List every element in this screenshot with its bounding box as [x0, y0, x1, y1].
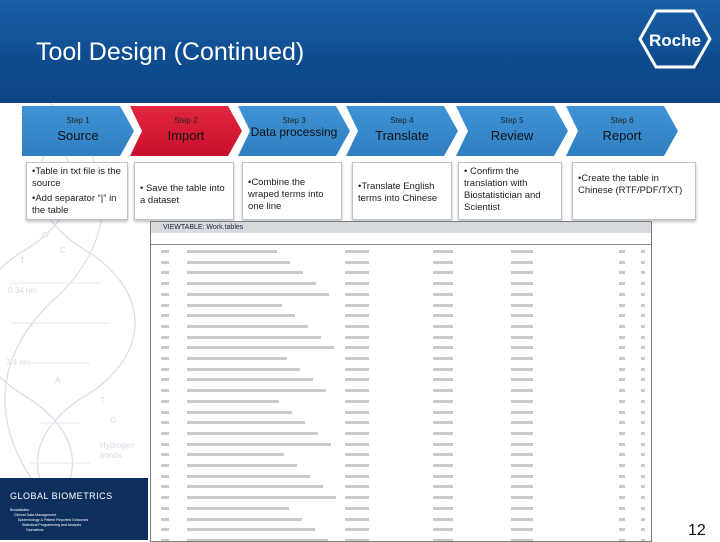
table-cell: [641, 400, 645, 403]
table-cell: [161, 496, 169, 499]
table-cell: [161, 357, 169, 360]
table-cell: [511, 528, 533, 531]
biometrics-line: Clinical Data Management: [14, 513, 57, 517]
step-name: Translate: [375, 128, 429, 143]
table-cell: [433, 336, 453, 339]
table-cell: [511, 271, 533, 274]
table-cell: [161, 539, 169, 542]
table-cell: [433, 432, 453, 435]
svg-text:T: T: [100, 396, 105, 405]
description-item: •Table in txt file is the source: [32, 166, 121, 189]
svg-text:T: T: [20, 256, 25, 265]
table-cell: [641, 346, 645, 349]
table-cell: [161, 293, 169, 296]
table-cell: [619, 346, 625, 349]
table-cell: [511, 475, 533, 478]
table-cell: [187, 325, 308, 328]
table-cell: [161, 421, 169, 424]
table-cell: [641, 304, 645, 307]
table-row: [151, 374, 651, 385]
table-cell: [345, 432, 369, 435]
table-cell: [345, 411, 369, 414]
table-cell: [641, 528, 645, 531]
table-row: [151, 278, 651, 289]
table-row: [151, 428, 651, 439]
table-cell: [187, 314, 295, 317]
table-cell: [619, 528, 625, 531]
table-cell: [161, 518, 169, 521]
svg-text:bonds: bonds: [100, 451, 122, 460]
table-row: [151, 535, 651, 542]
step-name: Review: [490, 128, 534, 143]
description-item: •Add separator “|” in the table: [32, 193, 117, 216]
table-cell: [345, 282, 369, 285]
table-cell: [619, 271, 625, 274]
step-name: Report: [602, 128, 642, 143]
table-cell: [187, 368, 300, 371]
table-cell: [641, 421, 645, 424]
table-cell: [433, 528, 453, 531]
table-cell: [433, 507, 453, 510]
table-cell: [161, 368, 169, 371]
table-cell: [619, 400, 625, 403]
svg-text:0.34 nm: 0.34 nm: [8, 286, 37, 295]
table-cell: [161, 400, 169, 403]
table-cell: [619, 443, 625, 446]
table-cell: [619, 453, 625, 456]
table-cell: [619, 539, 625, 542]
table-cell: [511, 389, 533, 392]
table-cell: [433, 464, 453, 467]
table-cell: [511, 432, 533, 435]
table-cell: [161, 271, 169, 274]
table-cell: [619, 368, 625, 371]
table-cell: [619, 518, 625, 521]
table-cell: [641, 261, 645, 264]
table-cell: [619, 411, 625, 414]
table-cell: [641, 485, 645, 488]
table-cell: [345, 496, 369, 499]
table-cell: [619, 357, 625, 360]
table-row: [151, 289, 651, 300]
roche-logo-text: Roche: [649, 31, 701, 50]
table-cell: [641, 496, 645, 499]
table-row: [151, 407, 651, 418]
svg-text:G: G: [42, 231, 49, 240]
table-cell: [511, 325, 533, 328]
table-cell: [161, 411, 169, 414]
table-cell: [187, 346, 334, 349]
table-cell: [511, 443, 533, 446]
table-cell: [161, 475, 169, 478]
table-cell: [187, 507, 289, 510]
table-cell: [641, 368, 645, 371]
table-cell: [187, 421, 305, 424]
table-cell: [161, 304, 169, 307]
table-cell: [345, 421, 369, 424]
svg-text:Hydrogen: Hydrogen: [100, 441, 135, 450]
table-cell: [345, 378, 369, 381]
biometrics-line: Biostatistics: [10, 508, 29, 512]
table-cell: [345, 346, 369, 349]
table-cell: [161, 346, 169, 349]
table-cell: [619, 250, 625, 253]
table-cell: [641, 443, 645, 446]
table-cell: [641, 314, 645, 317]
table-cell: [345, 261, 369, 264]
table-cell: [433, 518, 453, 521]
table-cell: [161, 378, 169, 381]
table-row: [151, 481, 651, 492]
table-cell: [187, 400, 279, 403]
table-cell: [641, 518, 645, 521]
table-cell: [345, 507, 369, 510]
table-cell: [187, 485, 323, 488]
table-row: [151, 417, 651, 428]
table-cell: [511, 250, 533, 253]
table-cell: [511, 539, 533, 542]
table-cell: [619, 282, 625, 285]
table-cell: [161, 507, 169, 510]
table-cell: [187, 389, 326, 392]
table-cell: [619, 421, 625, 424]
table-cell: [187, 539, 328, 542]
step-name: Import: [167, 128, 205, 143]
table-cell: [641, 411, 645, 414]
table-cell: [433, 411, 453, 414]
table-cell: [345, 304, 369, 307]
slide-title: Tool Design (Continued): [36, 38, 305, 66]
table-cell: [187, 282, 316, 285]
table-cell: [641, 293, 645, 296]
viewtable-window: [150, 221, 652, 542]
table-cell: [345, 475, 369, 478]
table-row: [151, 471, 651, 482]
table-cell: [345, 336, 369, 339]
table-cell: [433, 443, 453, 446]
table-cell: [511, 314, 533, 317]
table-cell: [641, 475, 645, 478]
step-chevron-6: [566, 106, 678, 156]
viewtable-title: VIEWTABLE: Work.tables: [151, 222, 651, 233]
table-cell: [433, 325, 453, 328]
table-cell: [433, 304, 453, 307]
table-cell: [161, 464, 169, 467]
table-row: [151, 342, 651, 353]
table-row: [151, 353, 651, 364]
table-row: [151, 503, 651, 514]
table-cell: [187, 261, 290, 264]
table-cell: [511, 400, 533, 403]
table-cell: [345, 314, 369, 317]
description-item: •Combine the wraped terms into one line: [248, 177, 324, 212]
table-cell: [433, 453, 453, 456]
table-cell: [161, 282, 169, 285]
table-cell: [511, 378, 533, 381]
biometrics-line: Epidemiology & Patient Reported Outcomes: [18, 518, 89, 522]
table-cell: [433, 293, 453, 296]
table-cell: [433, 389, 453, 392]
table-row: [151, 246, 651, 257]
table-row: [151, 460, 651, 471]
table-cell: [641, 453, 645, 456]
table-cell: [511, 293, 533, 296]
table-cell: [187, 432, 318, 435]
step-number: Step 2: [174, 116, 198, 125]
table-cell: [187, 271, 303, 274]
table-cell: [511, 485, 533, 488]
table-cell: [511, 518, 533, 521]
step4-description: [352, 162, 452, 220]
table-row: [151, 321, 651, 332]
table-cell: [511, 507, 533, 510]
table-cell: [345, 453, 369, 456]
table-cell: [433, 400, 453, 403]
table-cell: [619, 304, 625, 307]
table-cell: [433, 346, 453, 349]
table-cell: [187, 411, 292, 414]
step-chevron-4: [346, 106, 458, 156]
table-row: [151, 310, 651, 321]
step-number: Step 4: [390, 116, 414, 125]
table-cell: [161, 453, 169, 456]
table-row: [151, 492, 651, 503]
table-cell: [433, 539, 453, 542]
table-row: [151, 449, 651, 460]
table-row: [151, 332, 651, 343]
table-cell: [433, 421, 453, 424]
table-cell: [433, 250, 453, 253]
table-cell: [619, 293, 625, 296]
table-cell: [433, 282, 453, 285]
table-cell: [511, 496, 533, 499]
table-cell: [187, 443, 331, 446]
step-chevron-2: [130, 106, 242, 156]
table-row: [151, 267, 651, 278]
table-cell: [345, 357, 369, 360]
step1-description: [26, 162, 128, 220]
table-cell: [619, 464, 625, 467]
table-cell: [433, 475, 453, 478]
step2-description: [134, 162, 234, 220]
table-row: [151, 364, 651, 375]
table-cell: [161, 261, 169, 264]
step-chevron-1: [22, 106, 134, 156]
step-name: Data processing: [250, 125, 338, 139]
table-cell: [345, 325, 369, 328]
table-cell: [187, 336, 321, 339]
table-cell: [641, 378, 645, 381]
roche-logo: [638, 8, 712, 70]
table-cell: [511, 336, 533, 339]
table-row: [151, 300, 651, 311]
svg-text:C: C: [60, 246, 66, 255]
table-cell: [187, 464, 297, 467]
table-cell: [619, 378, 625, 381]
table-cell: [161, 389, 169, 392]
table-cell: [161, 325, 169, 328]
svg-text:3.4 nm: 3.4 nm: [6, 358, 31, 367]
svg-text:A: A: [55, 376, 61, 385]
table-cell: [641, 432, 645, 435]
table-cell: [433, 271, 453, 274]
table-row: [151, 385, 651, 396]
table-cell: [161, 443, 169, 446]
table-cell: [433, 357, 453, 360]
table-cell: [619, 496, 625, 499]
table-cell: [187, 528, 315, 531]
table-cell: [345, 539, 369, 542]
table-cell: [187, 304, 282, 307]
description-item: •Translate English terms into Chinese: [358, 181, 438, 204]
table-cell: [433, 368, 453, 371]
table-cell: [641, 336, 645, 339]
table-cell: [433, 485, 453, 488]
table-cell: [161, 432, 169, 435]
step-chevron-3: [238, 106, 350, 156]
table-cell: [511, 421, 533, 424]
table-cell: [619, 336, 625, 339]
table-cell: [345, 528, 369, 531]
table-header-row: [151, 234, 651, 245]
global-biometrics-box: [0, 478, 148, 540]
table-cell: [511, 261, 533, 264]
table-row: [151, 524, 651, 535]
table-cell: [511, 453, 533, 456]
table-cell: [433, 496, 453, 499]
table-cell: [641, 507, 645, 510]
step6-description: [572, 162, 696, 220]
table-cell: [511, 282, 533, 285]
table-cell: [619, 475, 625, 478]
table-cell: [187, 496, 336, 499]
table-row: [151, 439, 651, 450]
table-cell: [641, 282, 645, 285]
table-cell: [433, 378, 453, 381]
step5-description: [458, 162, 562, 220]
table-cell: [187, 357, 287, 360]
table-cell: [511, 464, 533, 467]
table-cell: [161, 250, 169, 253]
table-cell: [345, 250, 369, 253]
table-cell: [511, 368, 533, 371]
table-cell: [345, 368, 369, 371]
biometrics-line: Operations: [26, 528, 44, 532]
biometrics-title: GLOBAL BIOMETRICS: [10, 491, 113, 501]
step-chevron-5: [456, 106, 568, 156]
table-cell: [187, 518, 302, 521]
table-cell: [433, 314, 453, 317]
table-cell: [511, 304, 533, 307]
step-name: Source: [57, 128, 99, 143]
table-cell: [433, 261, 453, 264]
table-cell: [641, 271, 645, 274]
table-row: [151, 514, 651, 525]
table-cell: [619, 507, 625, 510]
step-number: Step 3: [282, 116, 306, 125]
table-cell: [641, 389, 645, 392]
table-cell: [345, 518, 369, 521]
page-number: 12: [688, 522, 706, 539]
biometrics-line: Statistical Programming and Analysis: [22, 523, 82, 527]
table-cell: [187, 453, 284, 456]
table-cell: [161, 528, 169, 531]
table-cell: [511, 346, 533, 349]
table-row: [151, 257, 651, 268]
table-cell: [161, 336, 169, 339]
table-cell: [619, 261, 625, 264]
table-cell: [345, 400, 369, 403]
table-cell: [187, 293, 329, 296]
table-cell: [187, 378, 313, 381]
table-cell: [345, 293, 369, 296]
table-cell: [345, 271, 369, 274]
table-cell: [619, 432, 625, 435]
description-item: •Create the table in Chinese (RTF/PDF/TXT): [578, 173, 683, 196]
step-number: Step 1: [66, 116, 90, 125]
step-number: Step 5: [500, 116, 524, 125]
table-cell: [619, 485, 625, 488]
table-cell: [511, 357, 533, 360]
table-cell: [345, 443, 369, 446]
table-cell: [619, 325, 625, 328]
table-cell: [345, 389, 369, 392]
table-cell: [641, 250, 645, 253]
table-cell: [161, 314, 169, 317]
step3-description: [242, 162, 342, 220]
table-cell: [161, 485, 169, 488]
table-row: [151, 396, 651, 407]
table-cell: [641, 325, 645, 328]
table-cell: [619, 389, 625, 392]
table-cell: [641, 464, 645, 467]
table-cell: [619, 314, 625, 317]
table-cell: [187, 475, 310, 478]
description-item: • Save the table into a dataset: [140, 183, 225, 206]
table-cell: [641, 539, 645, 542]
table-cell: [511, 411, 533, 414]
table-cell: [187, 250, 277, 253]
svg-text:G: G: [110, 416, 117, 425]
table-cell: [345, 464, 369, 467]
table-cell: [345, 485, 369, 488]
step-number: Step 6: [610, 116, 634, 125]
description-item: • Confirm the translation with Biostatistician and Scientist: [464, 166, 541, 213]
table-cell: [641, 357, 645, 360]
